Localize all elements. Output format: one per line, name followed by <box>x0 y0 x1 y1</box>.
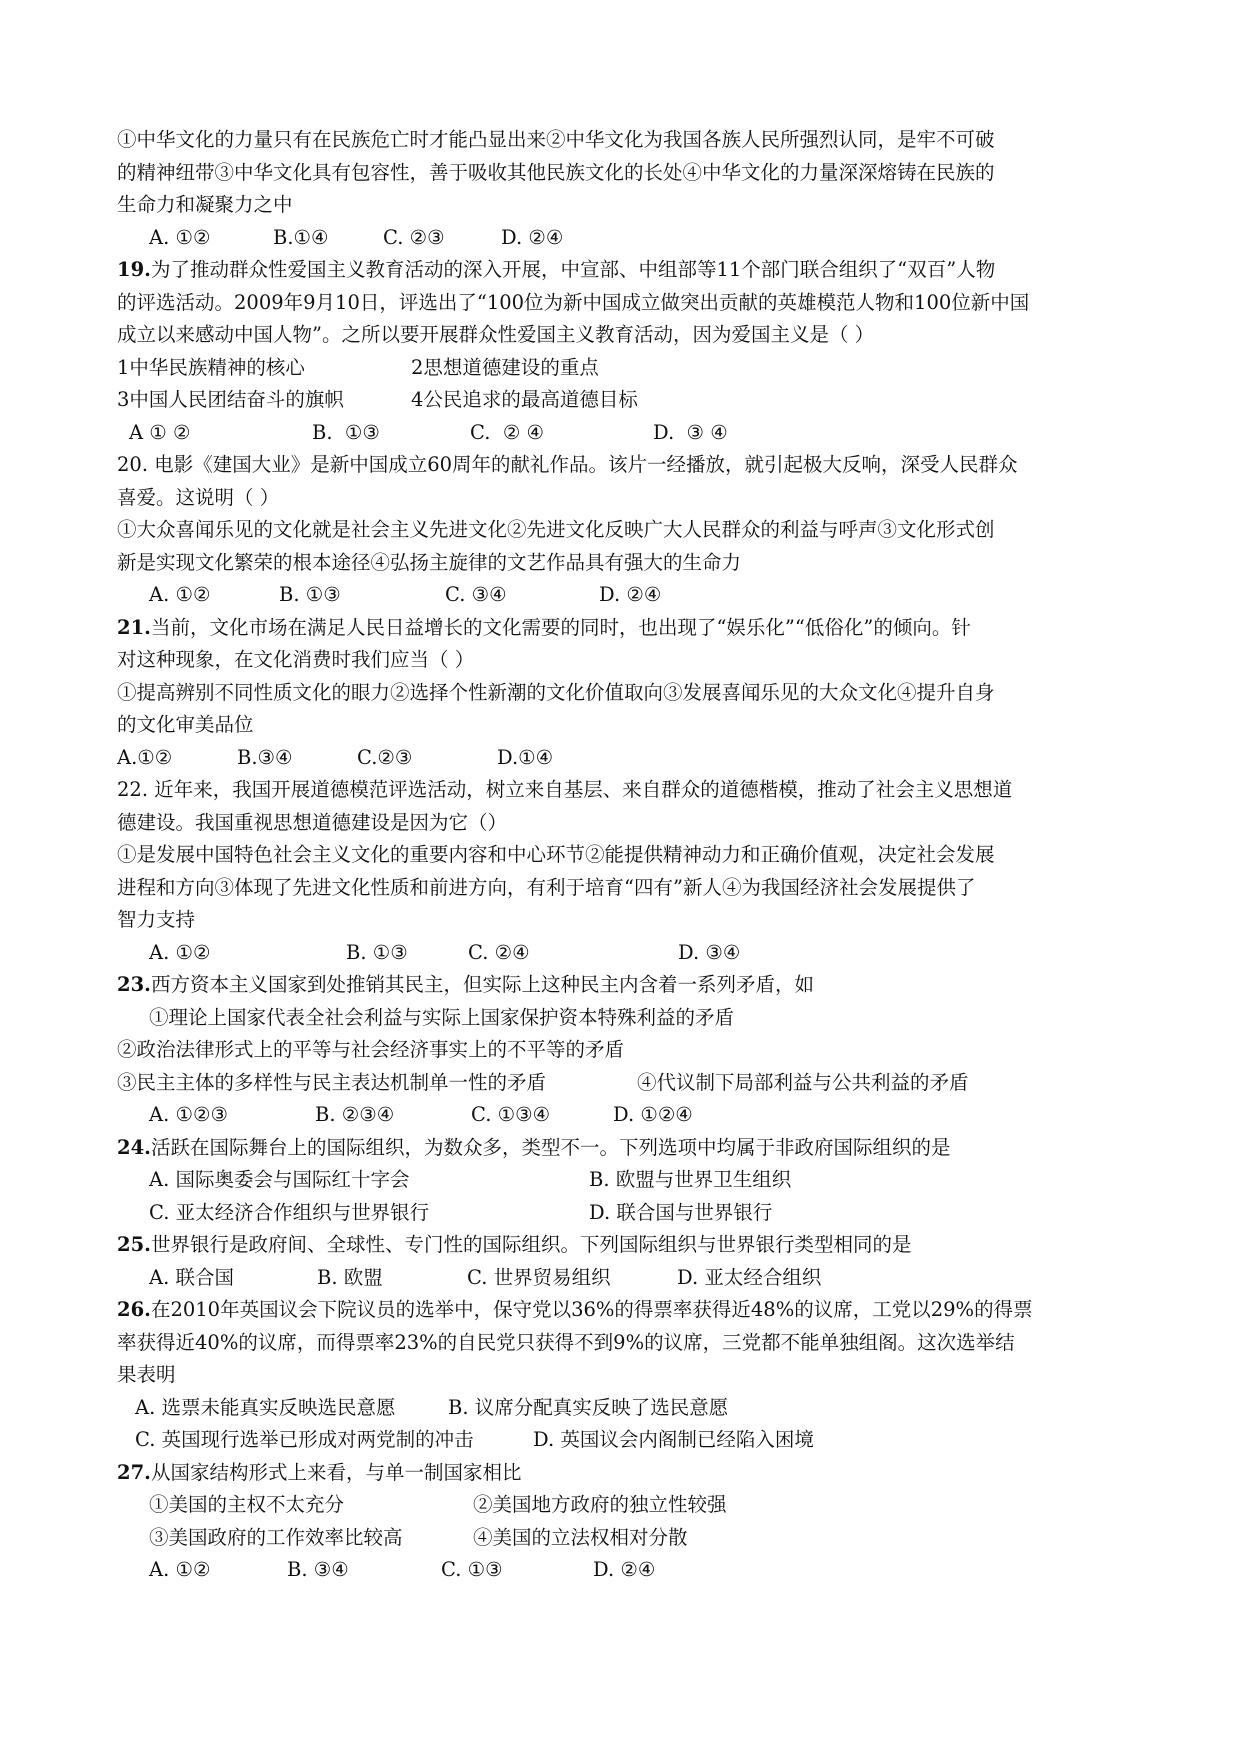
options-row <box>117 1197 1127 1230</box>
statement-line: 生命力和凝聚力之中 <box>117 193 293 216</box>
option-a: A. ①② <box>149 583 211 606</box>
options-row <box>117 742 1127 775</box>
question-22 <box>117 774 1127 969</box>
options-row <box>117 1099 1127 1132</box>
question-stem: 喜爱。这说明（ ） <box>117 485 280 509</box>
question-stem: 为了推动群众性爱国主义教育活动的深入开展，中宣部、中组部等11个部门联合组织了“双百”人物 <box>150 258 996 281</box>
statement-line: 进程和方向③体现了先进文化性质和前进方向，有利于培育“四有”新人④为我国经济社会发展提供了 <box>117 875 976 899</box>
option-b: B. ①③ <box>279 583 341 606</box>
item: 3中国人民团结奋斗的旗帜 <box>117 388 344 411</box>
question-21 <box>117 612 1127 775</box>
statement-line: ①提高辨别不同性质文化的眼力②选择个性新潮的文化价值取向③发展喜闻乐见的大众文化④提升自身 <box>117 680 995 704</box>
option-a: A. ①② <box>149 1558 211 1581</box>
option-b: B. ①③ <box>346 940 408 964</box>
question-stem: 20. 电影《建国大业》是新中国成立60周年的献礼作品。该片一经播放，就引起极大反响，深受人民群众 <box>117 453 1018 476</box>
question-stem: 22. 近年来，我国开展道德模范评选活动，树立来自基层、来自群众的道德楷模，推动了社会主义思想道 <box>117 778 1013 801</box>
option-a: A.①② <box>117 745 173 769</box>
item: 4公民追求的最高道德目标 <box>411 388 638 411</box>
option-d: D. ③④ <box>678 940 741 964</box>
option-d: D. ①②④ <box>613 1103 693 1126</box>
question-23 <box>117 969 1127 1132</box>
options-row <box>117 1262 1127 1295</box>
option-a: A ① ② <box>129 420 191 444</box>
option-d: D. 亚太经合组织 <box>677 1265 822 1289</box>
question-stem: 世界银行是政府间、全球性、专门性的国际组织。下列国际组织与世界银行类型相同的是 <box>150 1233 912 1256</box>
question-25 <box>117 1229 1127 1294</box>
question-stem: 当前，文化市场在满足人民日益增长的文化需要的同时，也出现了“娱乐化”“低俗化”的倾向。针 <box>150 615 971 639</box>
options-row <box>117 1424 1127 1457</box>
option-d: D. ②④ <box>593 1558 656 1581</box>
option-c: C. ①③④ <box>471 1103 551 1126</box>
question-stem: 德建设。我国重视思想道德建设是因为它（） <box>117 810 508 834</box>
question-27 <box>117 1457 1127 1587</box>
item: ①理论上国家代表全社会利益与实际上国家保护资本特殊利益的矛盾 <box>149 1005 735 1029</box>
question-list <box>117 124 1127 1587</box>
items-row <box>117 1067 1127 1100</box>
question-stem: 西方资本主义国家到处推销其民主，但实际上这种民主内含着一系列矛盾，如 <box>150 973 814 996</box>
option-c: C. ②④ <box>468 940 530 964</box>
options-row <box>117 1554 1127 1587</box>
option-a: A. ①②③ <box>149 1103 228 1126</box>
option-c: C. ②③ <box>383 225 445 249</box>
options-row <box>117 1164 1127 1197</box>
item: 1中华民族精神的核心 <box>117 355 305 379</box>
option-b: B. ①③ <box>312 420 380 444</box>
item: ④代议制下局部利益与公共利益的矛盾 <box>637 1070 969 1094</box>
option-d: D.①④ <box>497 745 554 769</box>
question-number: 23. <box>117 973 151 996</box>
option-b: B. ②③④ <box>315 1103 395 1126</box>
options-row <box>117 417 1127 450</box>
question-20 <box>117 449 1127 612</box>
item: ②美国地方政府的独立性较强 <box>473 1493 727 1516</box>
option-d: D. 英国议会内阁制已经陷入困境 <box>533 1428 814 1451</box>
option-c: C. 亚太经济合作组织与世界银行 <box>149 1200 430 1224</box>
option-a: A. ①② <box>149 225 211 249</box>
option-a: A. 国际奥委会与国际红十字会 <box>149 1168 410 1191</box>
item: ①美国的主权不太充分 <box>149 1493 345 1516</box>
option-c: C. ①③ <box>441 1558 503 1581</box>
statement-line: 新是实现文化繁荣的根本途径④弘扬主旋律的文艺作品具有强大的生命力 <box>117 550 742 574</box>
statement-line: ①是发展中国特色社会主义文化的重要内容和中心环节②能提供精神动力和正确价值观，决定社会发展 <box>117 843 995 866</box>
question-stem: 率获得近40%的议席，而得票率23%的自民党只获得不到9%的议席，三党都不能单独组阁。这次选举结 <box>117 1330 1015 1354</box>
item: 2思想道德建设的重点 <box>411 355 599 379</box>
items-row <box>117 1489 1127 1522</box>
question-stem: 成立以来感动中国人物”。之所以要开展群众性爱国主义教育活动，因为爱国主义是（ ） <box>117 323 875 346</box>
question-stem: 活跃在国际舞台上的国际组织，为数众多，类型不一。下列选项中均属于非政府国际组织的是 <box>150 1135 951 1159</box>
item: ③美国政府的工作效率比较高 <box>149 1525 403 1549</box>
statement-line: 的文化审美品位 <box>117 713 254 736</box>
option-d: D. ②④ <box>599 583 662 606</box>
statement-line: 的精神纽带③中华文化具有包容性，善于吸收其他民族文化的长处④中华文化的力量深深熔铸在民族的 <box>117 160 995 184</box>
question-number: 19. <box>117 258 151 281</box>
items-row <box>117 352 1127 385</box>
options-row <box>117 579 1127 612</box>
item: ②政治法律形式上的平等与社会经济事实上的不平等的矛盾 <box>117 1038 625 1061</box>
option-b: B.①④ <box>273 225 329 249</box>
option-a: A. 选票未能真实反映选民意愿 <box>135 1395 396 1419</box>
question-stem: 的评选活动。2009年9月10日，评选出了“100位为新中国成立做突出贡献的英雄模范人物和100位新中国 <box>117 290 1030 314</box>
option-b: B. 欧盟与世界卫生组织 <box>589 1168 792 1191</box>
question-stem: 果表明 <box>117 1363 176 1386</box>
option-b: B. ③④ <box>287 1558 349 1581</box>
option-d: D. ②④ <box>501 225 564 249</box>
question-number: 26. <box>117 1298 151 1321</box>
question-number: 24. <box>117 1135 151 1159</box>
item: ④美国的立法权相对分散 <box>473 1525 688 1549</box>
question-number: 25. <box>117 1233 151 1256</box>
option-d: D. 联合国与世界银行 <box>589 1200 773 1224</box>
question-24 <box>117 1132 1127 1230</box>
statement-line: ①中华文化的力量只有在民族危亡时才能凸显出来②中华文化为我国各族人民所强烈认同，是牢不可破 <box>117 128 995 151</box>
items-row <box>117 384 1127 417</box>
statement-line: ①大众喜闻乐见的文化就是社会主义先进文化②先进文化反映广大人民群众的利益与呼声③文化形式创 <box>117 518 995 541</box>
item: ③民主主体的多样性与民主表达机制单一性的矛盾 <box>117 1070 547 1094</box>
question-stem: 从国家结构形式上来看，与单一制国家相比 <box>150 1460 522 1484</box>
question-26 <box>117 1294 1127 1457</box>
items-row <box>117 1522 1127 1555</box>
options-row <box>117 937 1127 970</box>
option-a: A. 联合国 <box>149 1265 234 1289</box>
option-b: B.③④ <box>237 745 293 769</box>
option-c: C. ② ④ <box>470 420 544 444</box>
question-number: 21. <box>117 615 151 639</box>
options-row <box>117 1392 1127 1425</box>
statement-line: 智力支持 <box>117 908 196 931</box>
option-b: B. 议席分配真实反映了选民意愿 <box>448 1395 729 1419</box>
question-stem: 对这种现象，在文化消费时我们应当（ ） <box>117 648 475 671</box>
question-18 <box>117 124 1127 254</box>
option-c: C. ③④ <box>445 583 507 606</box>
question-19 <box>117 254 1127 449</box>
question-stem: 在2010年英国议会下院议员的选举中，保守党以36%的得票率获得近48%的议席，工党以29%的得票 <box>150 1298 1033 1321</box>
option-b: B. 欧盟 <box>317 1265 383 1289</box>
option-c: C. 世界贸易组织 <box>467 1265 611 1289</box>
option-a: A. ①② <box>149 940 211 964</box>
options-row <box>117 222 1127 255</box>
option-d: D. ③ ④ <box>653 420 728 444</box>
option-c: C. 英国现行选举已形成对两党制的冲击 <box>135 1428 474 1451</box>
option-c: C.②③ <box>357 745 413 769</box>
question-number: 27. <box>117 1460 151 1484</box>
